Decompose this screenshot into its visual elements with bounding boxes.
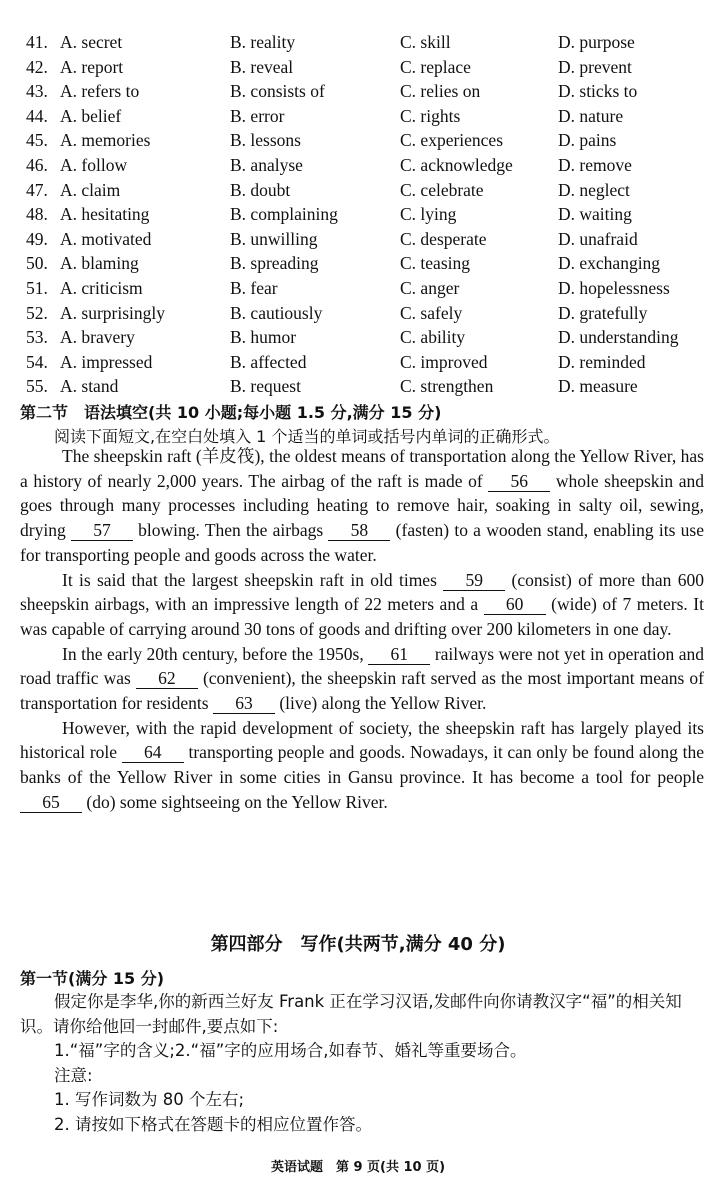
grammar-passage — [20, 444, 704, 815]
question-number: 49. — [26, 228, 48, 249]
option-row — [0, 276, 716, 301]
blank-59[interactable]: 59 — [443, 570, 505, 591]
section2-instruction: 阅读下面短文,在空白处填入 1 个适当的单词或括号内单词的正确形式。 — [54, 427, 560, 446]
question-number: 52. — [26, 302, 48, 323]
option-d: D. waiting — [558, 204, 632, 225]
option-b: B. humor — [230, 327, 297, 348]
option-a: A. stand — [60, 376, 119, 397]
option-row — [0, 128, 716, 153]
blank-57[interactable]: 57 — [71, 520, 133, 541]
option-a: A. refers to — [60, 81, 140, 102]
question-number: 55. — [26, 376, 48, 397]
option-c: C. lying — [400, 204, 457, 225]
option-row — [0, 374, 716, 399]
option-a: A. surprisingly — [60, 302, 165, 323]
writing-task — [20, 990, 704, 1137]
option-b: B. fear — [230, 277, 278, 298]
option-d: D. understanding — [558, 327, 679, 348]
question-number: 51. — [26, 277, 48, 298]
option-d: D. neglect — [558, 179, 630, 200]
option-c: C. teasing — [400, 253, 470, 274]
blank-61[interactable]: 61 — [368, 644, 430, 665]
passage-paragraph-4 — [20, 716, 704, 815]
passage-paragraph-3 — [20, 642, 704, 716]
passage-text: whole sheepskin and goes through many processes including heating to remove hair, soaking in salty oil, sewing, drying — [20, 470, 704, 541]
option-b: B. unwilling — [230, 228, 318, 249]
option-c: C. desperate — [400, 228, 487, 249]
passage-text: However, with the rapid development of society, the sheepskin raft has largely played its historical role — [20, 717, 704, 763]
section2-heading: 第二节 语法填空(共 10 小题;每小题 1.5 分,满分 15 分) — [20, 403, 442, 422]
option-row — [0, 79, 716, 104]
passage-text: (live) along the Yellow River. — [274, 693, 487, 714]
question-number: 47. — [26, 179, 48, 200]
option-row — [0, 350, 716, 375]
option-a: A. follow — [60, 154, 128, 175]
option-c: C. skill — [400, 32, 451, 52]
cloze-options — [0, 30, 716, 399]
option-b: B. analyse — [230, 154, 303, 175]
part4-heading: 第四部分 写作(共两节,满分 40 分) — [210, 934, 506, 955]
option-a: A. impressed — [60, 351, 153, 372]
question-number: 50. — [26, 253, 48, 274]
writing-points: 1.“福”字的含义;2.“福”字的应用场合,如春节、婚礼等重要场合。 — [54, 1041, 527, 1060]
option-row — [0, 301, 716, 326]
option-b: B. consists of — [230, 81, 325, 102]
option-row — [0, 227, 716, 252]
passage-text: It is said that the largest sheepskin raft in old times — [62, 569, 444, 590]
option-b: B. cautiously — [230, 302, 323, 323]
question-number: 41. — [26, 32, 48, 52]
option-c: C. safely — [400, 302, 463, 323]
option-d: D. pains — [558, 130, 617, 151]
option-b: B. reality — [230, 32, 296, 52]
option-d: D. reminded — [558, 351, 646, 372]
page-footer: 英语试题 第 9 页(共 10 页) — [270, 1160, 446, 1175]
option-b: B. request — [230, 376, 301, 397]
note-1: 1. 写作词数为 80 个左右; — [54, 1090, 245, 1109]
writing-section1-heading: 第一节(满分 15 分) — [20, 969, 165, 988]
option-a: A. hesitating — [60, 204, 150, 225]
passage-text: blowing. Then the airbags — [132, 520, 329, 541]
question-number: 46. — [26, 154, 48, 175]
option-c: C. acknowledge — [400, 154, 513, 175]
blank-58[interactable]: 58 — [328, 520, 390, 541]
blank-63[interactable]: 63 — [213, 693, 275, 714]
option-a: A. claim — [60, 179, 121, 200]
passage-text: (wide) of 7 meters. It was capable of carrying around 30 tons of goods and drifting over 200 kilometers in one day. — [20, 594, 704, 639]
passage-text: (convenient), the sheepskin raft served as the most important means of transportation for residents — [20, 668, 704, 714]
option-c: C. strengthen — [400, 376, 494, 397]
question-number: 48. — [26, 204, 48, 225]
option-c: C. celebrate — [400, 179, 484, 200]
option-c: C. ability — [400, 327, 466, 348]
option-c: C. improved — [400, 351, 488, 372]
option-a: A. report — [60, 56, 124, 77]
question-number: 43. — [26, 81, 48, 102]
option-row — [0, 153, 716, 178]
question-number: 54. — [26, 351, 48, 372]
option-c: C. experiences — [400, 130, 504, 151]
question-number: 42. — [26, 56, 48, 77]
option-c: C. relies on — [400, 81, 481, 102]
option-d: D. sticks to — [558, 81, 638, 102]
option-b: B. doubt — [230, 179, 291, 200]
option-a: A. blaming — [60, 253, 139, 274]
blank-65[interactable]: 65 — [20, 792, 82, 813]
passage-text: railways were not yet in operation and road traffic was — [20, 643, 704, 689]
option-c: C. rights — [400, 105, 461, 126]
option-a: A. memories — [60, 130, 151, 151]
option-d: D. hopelessness — [558, 277, 670, 298]
option-d: D. prevent — [558, 56, 632, 77]
option-a: A. secret — [60, 32, 123, 52]
option-row — [0, 325, 716, 350]
option-d: D. gratefully — [558, 302, 648, 323]
option-d: D. exchanging — [558, 253, 661, 274]
note-label: 注意: — [54, 1065, 93, 1085]
passage-paragraph-2 — [20, 568, 704, 642]
question-number: 45. — [26, 130, 48, 151]
passage-paragraph-1 — [20, 444, 704, 568]
option-row — [0, 30, 716, 55]
option-d: D. remove — [558, 154, 632, 175]
option-row — [0, 202, 716, 227]
writing-prompt: 假定你是李华,你的新西兰好友 Frank 正在学习汉语,发邮件向你请教汉字“福”的相关知识。请你给他回一封邮件,要点如下: — [20, 992, 682, 1036]
option-b: B. spreading — [230, 253, 319, 274]
passage-text: The sheepskin raft (羊皮筏), the oldest means of transportation along the Yellow River, has a history of nearly 2,000 years. The airbag of the raft is made of — [20, 446, 704, 491]
option-row — [0, 55, 716, 80]
passage-text: (do) some sightseeing on the Yellow River. — [82, 791, 388, 812]
option-c: C. anger — [400, 277, 460, 298]
note-2: 2. 请按如下格式在答题卡的相应位置作答。 — [54, 1114, 372, 1134]
option-b: B. affected — [230, 351, 307, 372]
passage-text: transporting people and goods. Nowadays, it can only be found along the banks of the Yellow River in some cities in Gansu province. It has become a tool for people — [20, 742, 705, 788]
question-number: 44. — [26, 105, 48, 126]
option-a: A. motivated — [60, 228, 152, 249]
question-number: 53. — [26, 327, 48, 348]
option-b: B. lessons — [230, 130, 301, 151]
option-row — [0, 178, 716, 203]
passage-text: (fasten) to a wooden stand, enabling its use for transporting people and goods across the water. — [20, 520, 704, 565]
option-b: B. error — [230, 105, 285, 126]
passage-text: In the early 20th century, before the 1950s, — [62, 643, 369, 664]
option-b: B. reveal — [230, 56, 294, 77]
blank-62[interactable]: 62 — [136, 668, 198, 689]
blank-56[interactable]: 56 — [488, 471, 550, 492]
option-a: A. bravery — [60, 327, 135, 348]
option-c: C. replace — [400, 56, 471, 77]
option-b: B. complaining — [230, 204, 338, 225]
option-d: D. purpose — [558, 32, 635, 52]
option-row — [0, 104, 716, 129]
option-a: A. criticism — [60, 277, 143, 298]
blank-60[interactable]: 60 — [484, 594, 546, 615]
blank-64[interactable]: 64 — [122, 742, 184, 763]
option-d: D. nature — [558, 105, 624, 126]
option-a: A. belief — [60, 105, 122, 126]
option-d: D. measure — [558, 376, 638, 397]
passage-text: (consist) of more than 600 sheepskin airbags, with an impressive length of 22 meters and a — [20, 569, 704, 615]
option-d: D. unafraid — [558, 228, 638, 249]
option-row — [0, 251, 716, 276]
